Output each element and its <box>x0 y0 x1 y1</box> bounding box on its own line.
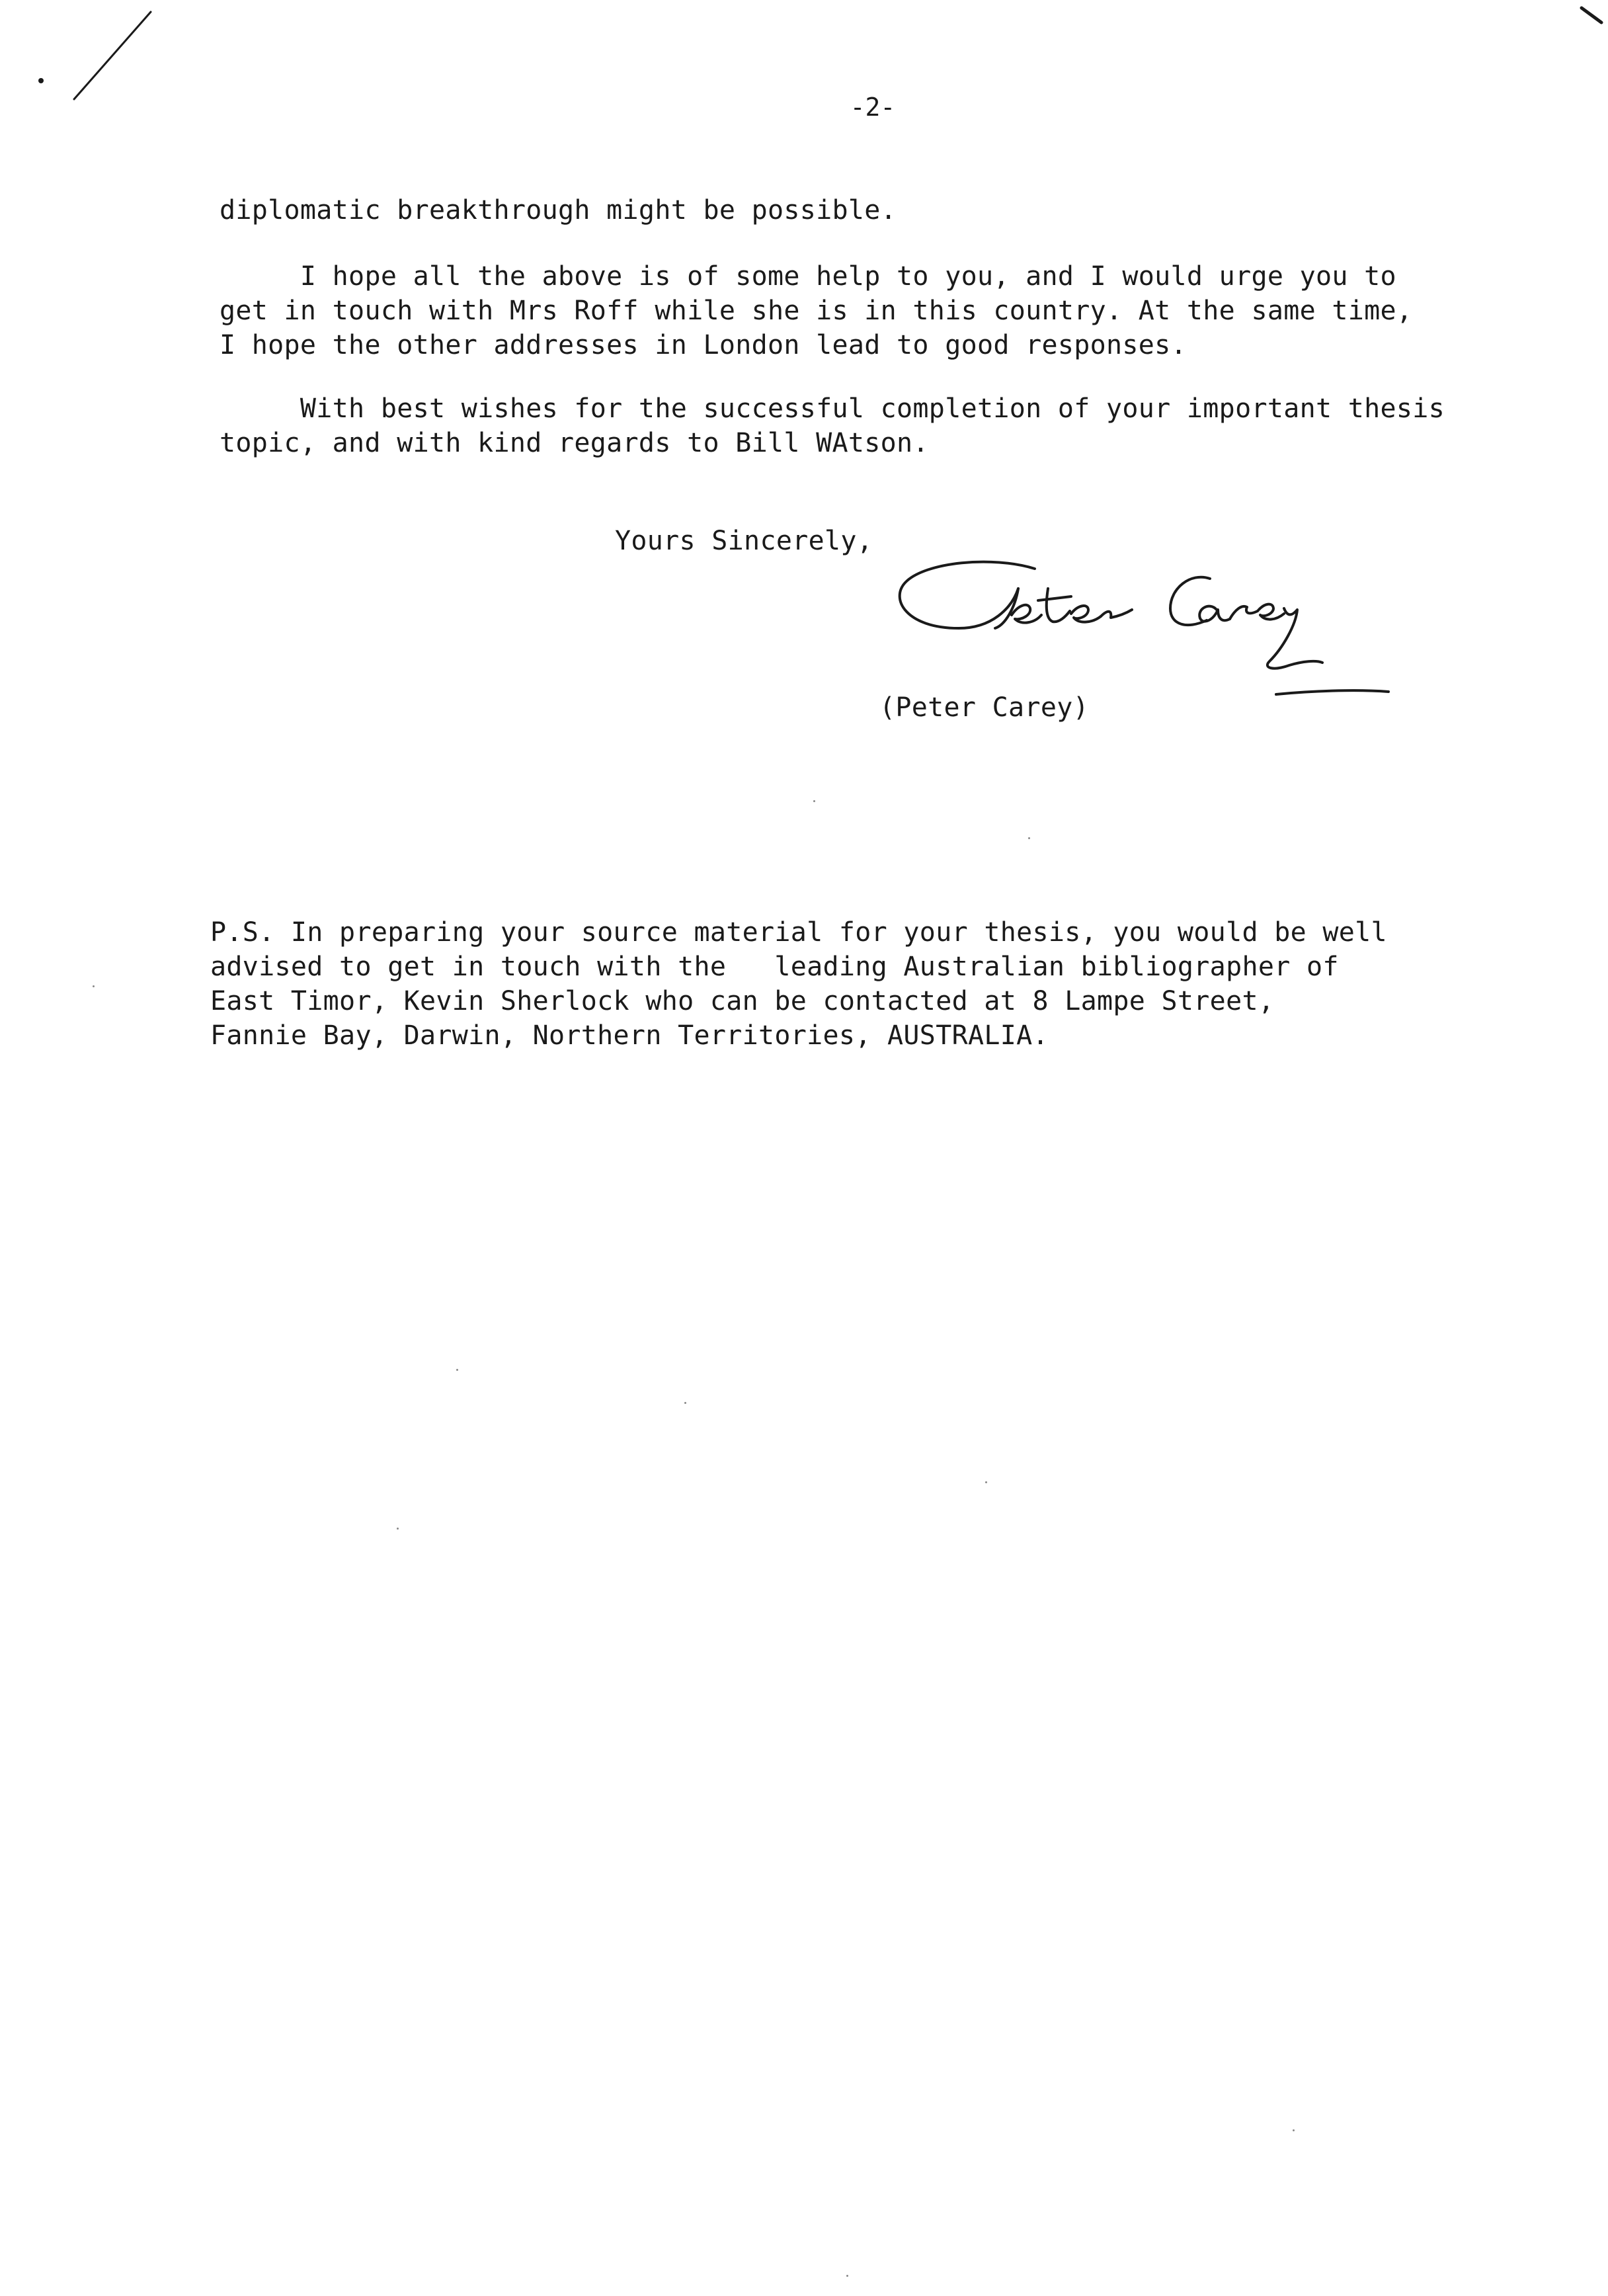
page-number: -2- <box>850 93 896 122</box>
paragraph-3-line: topic, and with kind regards to Bill WAtson. <box>220 428 929 458</box>
salutation: Yours Sincerely, <box>615 526 873 556</box>
paragraph-1-line: diplomatic breakthrough might be possible. <box>220 195 897 226</box>
postscript-line: advised to get in touch with the leading Australian bibliographer of <box>210 952 1339 982</box>
postscript-line: P.S. In preparing your source material for your thesis, you would be well <box>210 917 1387 948</box>
pen-slash-mark <box>26 7 159 106</box>
postscript-line: East Timor, Kevin Sherlock who can be contacted at 8 Lampe Street, <box>210 986 1275 1016</box>
paragraph-2-line: I hope all the above is of some help to you, and I would urge you to <box>220 261 1396 292</box>
postscript-line: Fannie Bay, Darwin, Northern Territories, AUSTRALIA. <box>210 1020 1049 1051</box>
paragraph-2-line: get in touch with Mrs Roff while she is in this country. At the same time, <box>220 296 1413 326</box>
typed-name: (Peter Carey) <box>879 692 1089 723</box>
paragraph-2-line: I hope the other addresses in London lead to good responses. <box>220 330 1187 360</box>
paragraph-3-line: With best wishes for the successful completion of your important thesis <box>220 393 1445 424</box>
corner-mark <box>1568 0 1608 40</box>
